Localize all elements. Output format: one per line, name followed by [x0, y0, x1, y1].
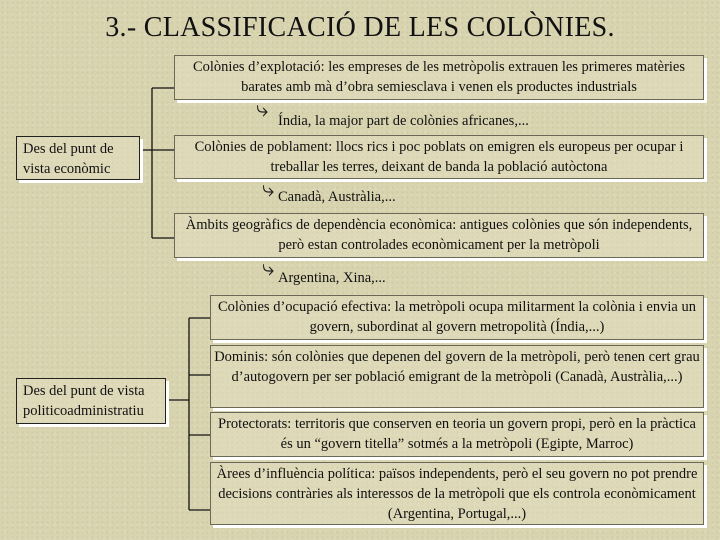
settlement-example: Canadà, Austràlia,... — [278, 189, 396, 205]
economic-dependency-example: Argentina, Xina,... — [278, 270, 386, 286]
exploitation-colonies-box: Colònies d’explotació: les empreses de les metròpolis extrauen les primeres matèries barates amb mà d’obra semiesclava i venen els productes industrials — [174, 55, 704, 100]
curved-arrow-icon: ⤷ — [262, 177, 275, 202]
page-title: 3.- CLASSIFICACIÓ DE LES COLÒNIES. — [105, 12, 615, 43]
protectorates-box: Protectorats: territoris que conserven en teoria un govern propi, però en la pràctica és un “govern titella” sotmés a la metròpoli (Egipte, Marroc) — [210, 412, 704, 457]
political-category-box: Des del punt de vista politicoadministratiu — [16, 378, 166, 424]
economic-category-box: Des del punt de vista econòmic — [16, 136, 140, 180]
curved-arrow-icon: ⤷ — [262, 256, 275, 281]
curved-arrow-icon: ⤷ — [256, 97, 269, 122]
dominions-box: Dominis: són colònies que depenen del govern de la metròpoli, però tenen cert grau d’autogovern per ser població emigrant de la metròpoli (Canadà, Austràlia,...) — [210, 345, 704, 408]
exploitation-example: Índia, la major part de colònies africanes,... — [278, 113, 529, 129]
settlement-colonies-box: Colònies de poblament: llocs rics i poc poblats on emigren els europeus per ocupar i treballar les terres, deixant de banda la població autòctona — [174, 135, 704, 179]
effective-occupation-box: Colònies d’ocupació efectiva: la metròpoli ocupa militarment la colònia i envia un govern, subordinat al govern metropolità (Índia,...) — [210, 295, 704, 340]
economic-dependency-box: Àmbits geogràfics de dependència econòmica: antigues colònies que són independents, però estan controlades econòmicament per la metròpoli — [174, 213, 704, 258]
political-influence-box: Àrees d’influència política: països independents, però el seu govern no pot prendre decisions contràries als interessos de la metròpoli que els controla econòmicament (Argentina, Portugal,...) — [210, 462, 704, 525]
